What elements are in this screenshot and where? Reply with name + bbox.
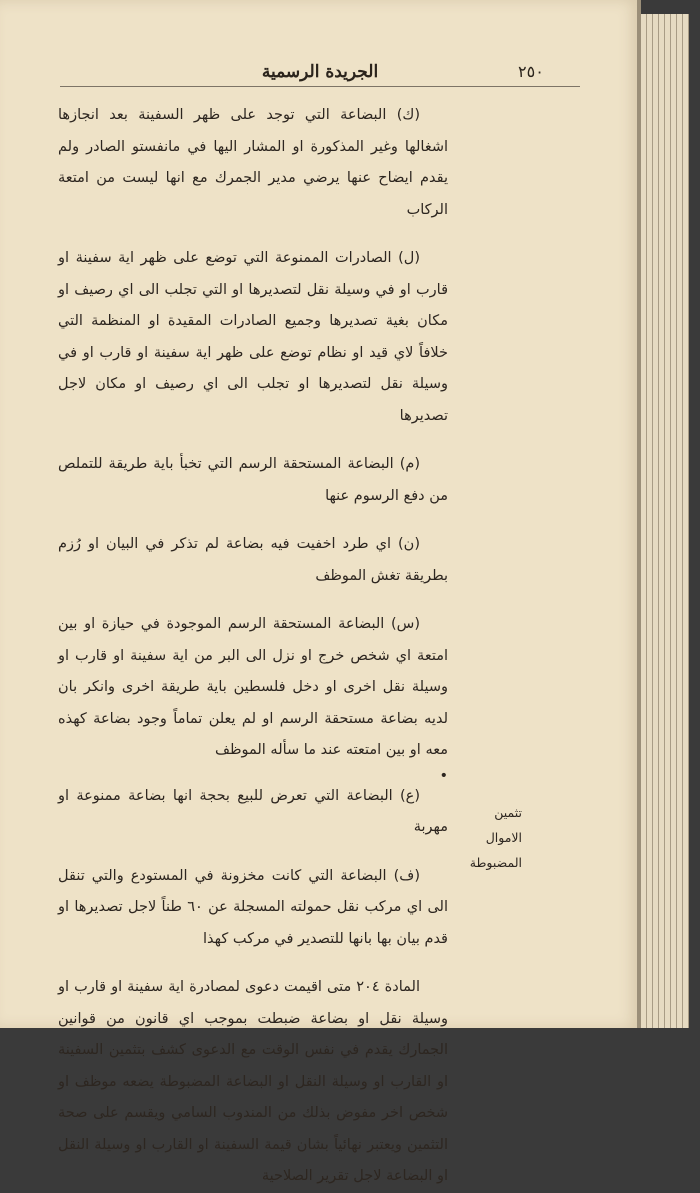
separator-dot: • bbox=[439, 767, 448, 784]
paragraph-kaf: (ك) البضاعة التي توجد على ظهر السفينة بعد انجازها اشغالها وغير المذكورة او المشار اليها في مانفستو الصادر ولم يقدم ايضاح عنها يرضي مدير الجمرك مع انها ليست من امتعة الركاب bbox=[58, 107, 448, 218]
page-edge bbox=[683, 14, 689, 1028]
journal-title: الجريدة الرسمية bbox=[261, 62, 379, 82]
main-text bbox=[58, 100, 448, 1193]
paragraph-nun: (ن) اي طرد اخفيت فيه بضاعة لم تذكر في البيان او رُزم بطريقة تغش الموظف bbox=[58, 536, 448, 584]
paragraph-fa: (ف) البضاعة التي كانت مخزونة في المستودع والتي تنقل الى اي مركب نقل حمولته المسجلة عن ٦٠ طناً لاجل تصديرها او قدم بيان بها بانها للتصدير في مركب كهذا bbox=[58, 867, 448, 947]
paragraph-lam: (ل) الصادرات الممنوعة التي توضع على ظهر اية سفينة او قارب او في وسيلة نقل لتصديرها او التي تجلب الى اي رصيف او مكان بغية تصديرها وجميع الصادرات المقيدة او المنظمة التي خلافاً لاي قيد او نظام توضع على ظهر اية سفينة او قارب او في وسيلة نقل لتصديرها او تجلب الى اي رصيف او مكان لاجل تصديرها bbox=[58, 250, 448, 424]
paragraph-ain: (ع) البضاعة التي تعرض للبيع بحجة انها بضاعة ممنوعة او مهربة bbox=[58, 787, 448, 835]
margin-note: تثمين الاموال المضبوطة bbox=[469, 805, 522, 870]
page-number: ٢٥٠ bbox=[518, 62, 544, 81]
running-head bbox=[60, 58, 580, 87]
article-204: المادة ٢٠٤ متى اقيمت دعوى لمصادرة اية سفينة او قارب او وسيلة نقل او بضاعة ضبطت بموجب اي قانون من قوانين الجمارك يقدم في نفس الوقت مع الدعوى كشف بتثمين السفينة او القارب او وسيلة النقل او البضاعة المضبوطة يضعه موظف او شخص اخر مفوض بذلك من المندوب السامي ويقسم على صحة التثمين ويعتبر نهائياً بشان قيمة السفينة او القارب او وسيلة النقل او البضاعة لاجل تقرير الصلاحية bbox=[58, 979, 448, 1184]
paragraph-mim: (م) البضاعة المستحقة الرسم التي تخبأ باية طريقة للتملص من دفع الرسوم عنها bbox=[58, 456, 448, 504]
paragraph-sin: (س) البضاعة المستحقة الرسم الموجودة في حيازة او بين امتعة اي شخص خرج او نزل الى البر من اية سفينة او قارب او وسيلة نقل اخرى او دخل فلسطين باية طريقة اخرى وانكر بان لديه بضاعة مستحقة الرسم او لم يعلن تماماً وجود بضاعة كهذه معه او بين امتعته عند ما سأله الموظف bbox=[58, 616, 448, 758]
